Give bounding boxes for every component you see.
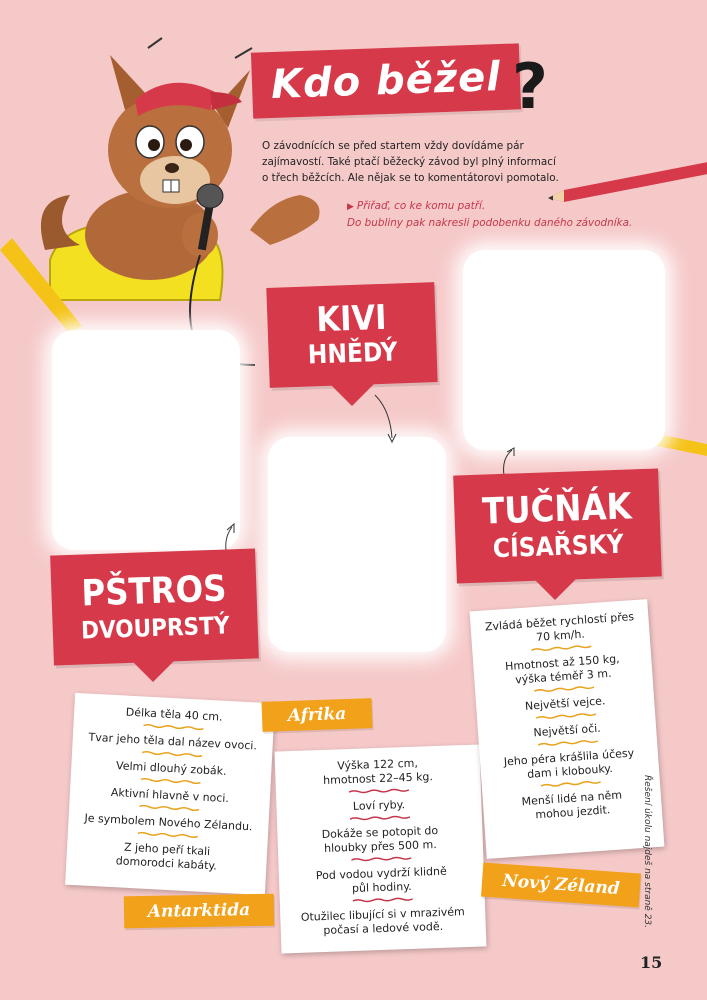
squiggle-underline (348, 788, 408, 794)
fact-item[interactable]: Jeho péra krášlila účesy dam i klobouky. (488, 745, 652, 791)
sign-kivi-line1: KIVI (315, 297, 388, 341)
sign-kivi-line2: HNĚDÝ (307, 337, 398, 371)
fact-card-left (65, 693, 275, 895)
squiggle-underline (351, 856, 411, 862)
fact-item[interactable]: Zvládá běžet rychlostí přes 70 km/h. (478, 610, 642, 656)
triangle-right-icon: ▶ (347, 202, 354, 212)
sign-pstros-pointer (131, 660, 175, 682)
fact-card-right (470, 599, 665, 859)
squiggle-underline (352, 897, 412, 903)
tag-afrika[interactable]: Afrika (262, 698, 373, 732)
fact-item[interactable]: Výška 122 cm, hmotnost 22–45 kg. (283, 755, 473, 797)
intro-text: O závodnících se před startem vždy dovídáme pár zajímavostí. Také ptačí běžecký závod byl plný informací o třech běžcích. Ale nějak se to komentátorovi pomotalo. (262, 140, 559, 184)
tag-antarktida[interactable]: Antarktida (124, 894, 275, 929)
sign-tucnak-line2: CÍSAŘSKÝ (492, 529, 625, 565)
fact-item[interactable]: Hmotnost až 150 kg, výška téměř 3 m. (481, 651, 645, 697)
fact-item[interactable]: Dokáže se potopit do hloubky přes 500 m. (285, 823, 475, 865)
fact-item[interactable]: Pod vodou vydrží klidně půl hodiny. (287, 864, 477, 906)
sign-pstros-line2: DVOUPRSTÝ (80, 611, 230, 645)
sign-kivi (266, 282, 437, 388)
fact-item[interactable]: Loví ryby. (284, 796, 474, 824)
sign-tucnak-line1: TUČŇÁK (481, 486, 633, 533)
fact-item[interactable]: Délka těla 40 cm. (82, 703, 267, 734)
fact-item[interactable]: Je symbolem Nového Zélandu. (76, 811, 261, 842)
sign-pstros-line1: PŠTROS (80, 568, 228, 615)
fact-item[interactable]: Menší lidé na něm mohou jezdit. (521, 788, 623, 822)
fact-item[interactable]: Aktivní hlavně v noci. (77, 784, 262, 815)
fact-card-middle (275, 744, 487, 953)
page-number: 15 (640, 953, 663, 972)
fact-item[interactable]: Z jeho peří tkali domorodci kabáty. (115, 840, 218, 873)
fact-item[interactable]: Největší vejce. (484, 691, 647, 723)
fact-item[interactable]: Velmi dlouhý zobák. (79, 757, 264, 788)
fact-item[interactable]: Tvar jeho těla dal název ovoci. (80, 730, 265, 761)
squiggle-underline (349, 815, 409, 821)
fact-item[interactable]: Otužilec libující si v mrazivém počasí a ledové vodě. (300, 905, 465, 938)
sign-tucnak-pointer (533, 578, 577, 600)
sign-pstros (50, 548, 259, 665)
task-line-1: Přiřaď, co ke komu patří. (356, 200, 486, 212)
title-text: Kdo běžel (270, 54, 502, 108)
title-question-mark: ? (512, 50, 548, 123)
fact-item[interactable]: Největší oči. (486, 718, 649, 750)
sign-kivi-pointer (330, 384, 374, 406)
tag-novy-zeland[interactable]: Nový Zéland (481, 863, 641, 908)
sign-tucnak (453, 468, 662, 583)
solution-note: Řešení úkolu najdeš na straně 23. (642, 775, 652, 929)
task-line-2: Do bubliny pak nakresli podobenku daného závodníka. (347, 217, 633, 229)
